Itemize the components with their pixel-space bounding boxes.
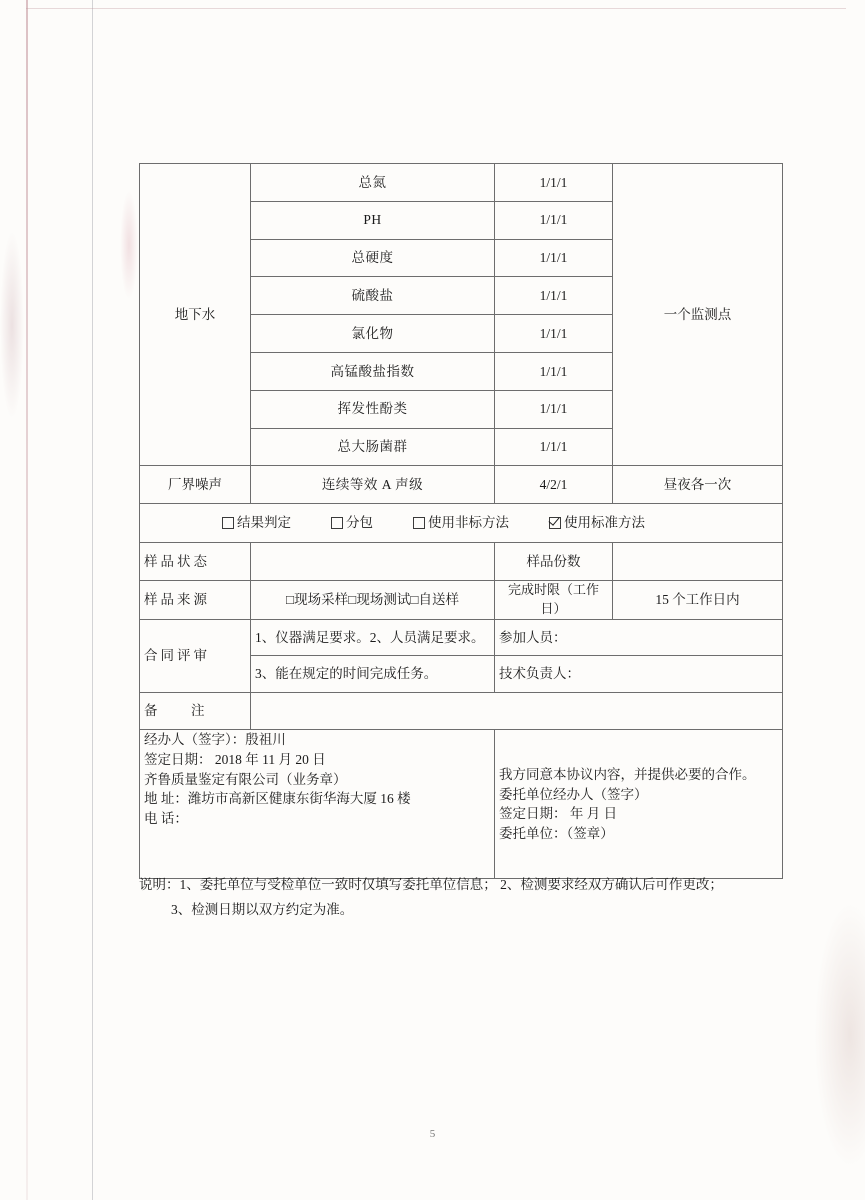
item-frequency: 4/2/1	[495, 466, 613, 504]
item-name: PH	[251, 201, 495, 239]
item-frequency: 1/1/1	[495, 428, 613, 466]
address-line: 地 址：潍坊市高新区健康东街华海大厦 16 楼	[144, 791, 411, 807]
item-frequency: 1/1/1	[495, 352, 613, 390]
checkbox-result-judgement[interactable]	[222, 513, 291, 533]
client-signature-block	[495, 730, 783, 879]
sample-status-value[interactable]	[251, 543, 495, 581]
table-row	[140, 692, 783, 730]
checkbox-label: 分包	[346, 515, 373, 531]
client-unit-line: 委托单位：（签章）	[499, 826, 614, 842]
item-frequency: 1/1/1	[495, 277, 613, 315]
table-row	[140, 543, 783, 581]
contract-review-line1: 1、仪器满足要求。2、人员满足要求。	[251, 619, 495, 656]
item-name: 总硬度	[251, 239, 495, 277]
table-row	[140, 619, 783, 656]
client-sign-date-line: 签定日期： 年 月 日	[499, 806, 618, 822]
item-name: 高锰酸盐指数	[251, 352, 495, 390]
deadline-label: 完成时限（工作日）	[495, 580, 613, 619]
table-row	[140, 580, 783, 619]
item-name: 总氮	[251, 164, 495, 202]
form-table	[139, 163, 783, 879]
checkbox-label: 使用标准方法	[564, 515, 645, 531]
table-row	[140, 466, 783, 504]
remark-value[interactable]	[251, 692, 783, 730]
deadline-value: 15 个工作日内	[613, 580, 783, 619]
noise-note: 昼夜各一次	[613, 466, 783, 504]
contract-review-label: 合同评审	[140, 619, 251, 692]
table-row	[140, 164, 783, 202]
remark-label: 备 注	[140, 692, 251, 730]
sample-count-label: 样品份数	[495, 543, 613, 581]
phone-line: 电 话：	[144, 810, 188, 826]
explanation-note	[139, 873, 839, 923]
item-name: 连续等效 A 声级	[251, 466, 495, 504]
scan-edge-top	[26, 8, 846, 9]
table-row	[140, 730, 783, 879]
checkbox-box-icon	[413, 517, 425, 529]
item-name: 总大肠菌群	[251, 428, 495, 466]
item-frequency: 1/1/1	[495, 390, 613, 428]
participants-label: 参加人员：	[495, 619, 783, 656]
scan-artifact	[815, 905, 865, 1165]
tech-lead-label: 技术负责人：	[495, 656, 783, 693]
checkbox-label: 使用非标方法	[428, 515, 509, 531]
method-checkbox-cell	[140, 504, 783, 543]
explanation-line-1: 说明：1、委托单位与受检单位一致时仅填写委托单位信息； 2、检测要求经双方确认后可作更改；	[139, 877, 723, 892]
sample-source-label: 样品来源	[140, 580, 251, 619]
item-name: 硫酸盐	[251, 277, 495, 315]
item-frequency: 1/1/1	[495, 201, 613, 239]
client-handler-line: 委托单位经办人（签字）	[499, 786, 648, 802]
item-name: 氯化物	[251, 315, 495, 353]
table-row	[140, 504, 783, 543]
category-noise: 厂界噪声	[140, 466, 251, 504]
contract-review-line2: 3、能在规定的时间完成任务。	[251, 656, 495, 693]
handler-line: 经办人（签字）：殷祖川	[144, 732, 286, 748]
page-number: 5	[429, 1128, 436, 1140]
groundwater-note: 一个监测点	[613, 164, 783, 466]
checkbox-nonstandard-method[interactable]	[413, 513, 509, 533]
agency-signature-block	[140, 730, 495, 879]
scan-artifact	[120, 190, 138, 300]
sample-status-label: 样品状态	[140, 543, 251, 581]
checkbox-standard-method[interactable]	[549, 513, 645, 533]
sample-source-options[interactable]: □现场采样□现场测试□自送样	[251, 580, 495, 619]
scan-edge-left-inner	[92, 0, 93, 1200]
item-frequency: 1/1/1	[495, 164, 613, 202]
category-groundwater: 地下水	[140, 164, 251, 466]
item-frequency: 1/1/1	[495, 239, 613, 277]
checkbox-box-icon	[222, 517, 234, 529]
inspection-agreement-table	[139, 163, 782, 879]
scan-artifact	[0, 230, 24, 420]
client-agree-line: 我方同意本协议内容，并提供必要的合作。	[499, 767, 756, 783]
explanation-line-2: 3、检测日期以双方约定为准。	[171, 901, 354, 917]
sign-date-line: 签定日期： 2018 年 11 月 20 日	[144, 752, 326, 768]
item-name: 挥发性酚类	[251, 390, 495, 428]
scan-edge-left	[26, 0, 28, 1200]
checkbox-box-icon	[331, 517, 343, 529]
item-frequency: 1/1/1	[495, 315, 613, 353]
checkbox-checked-icon	[549, 517, 561, 529]
company-line: 齐鲁质量鉴定有限公司（业务章）	[144, 771, 347, 787]
sample-count-value[interactable]	[613, 543, 783, 581]
checkbox-label: 结果判定	[237, 515, 291, 531]
checkbox-subcontract[interactable]	[331, 513, 373, 533]
